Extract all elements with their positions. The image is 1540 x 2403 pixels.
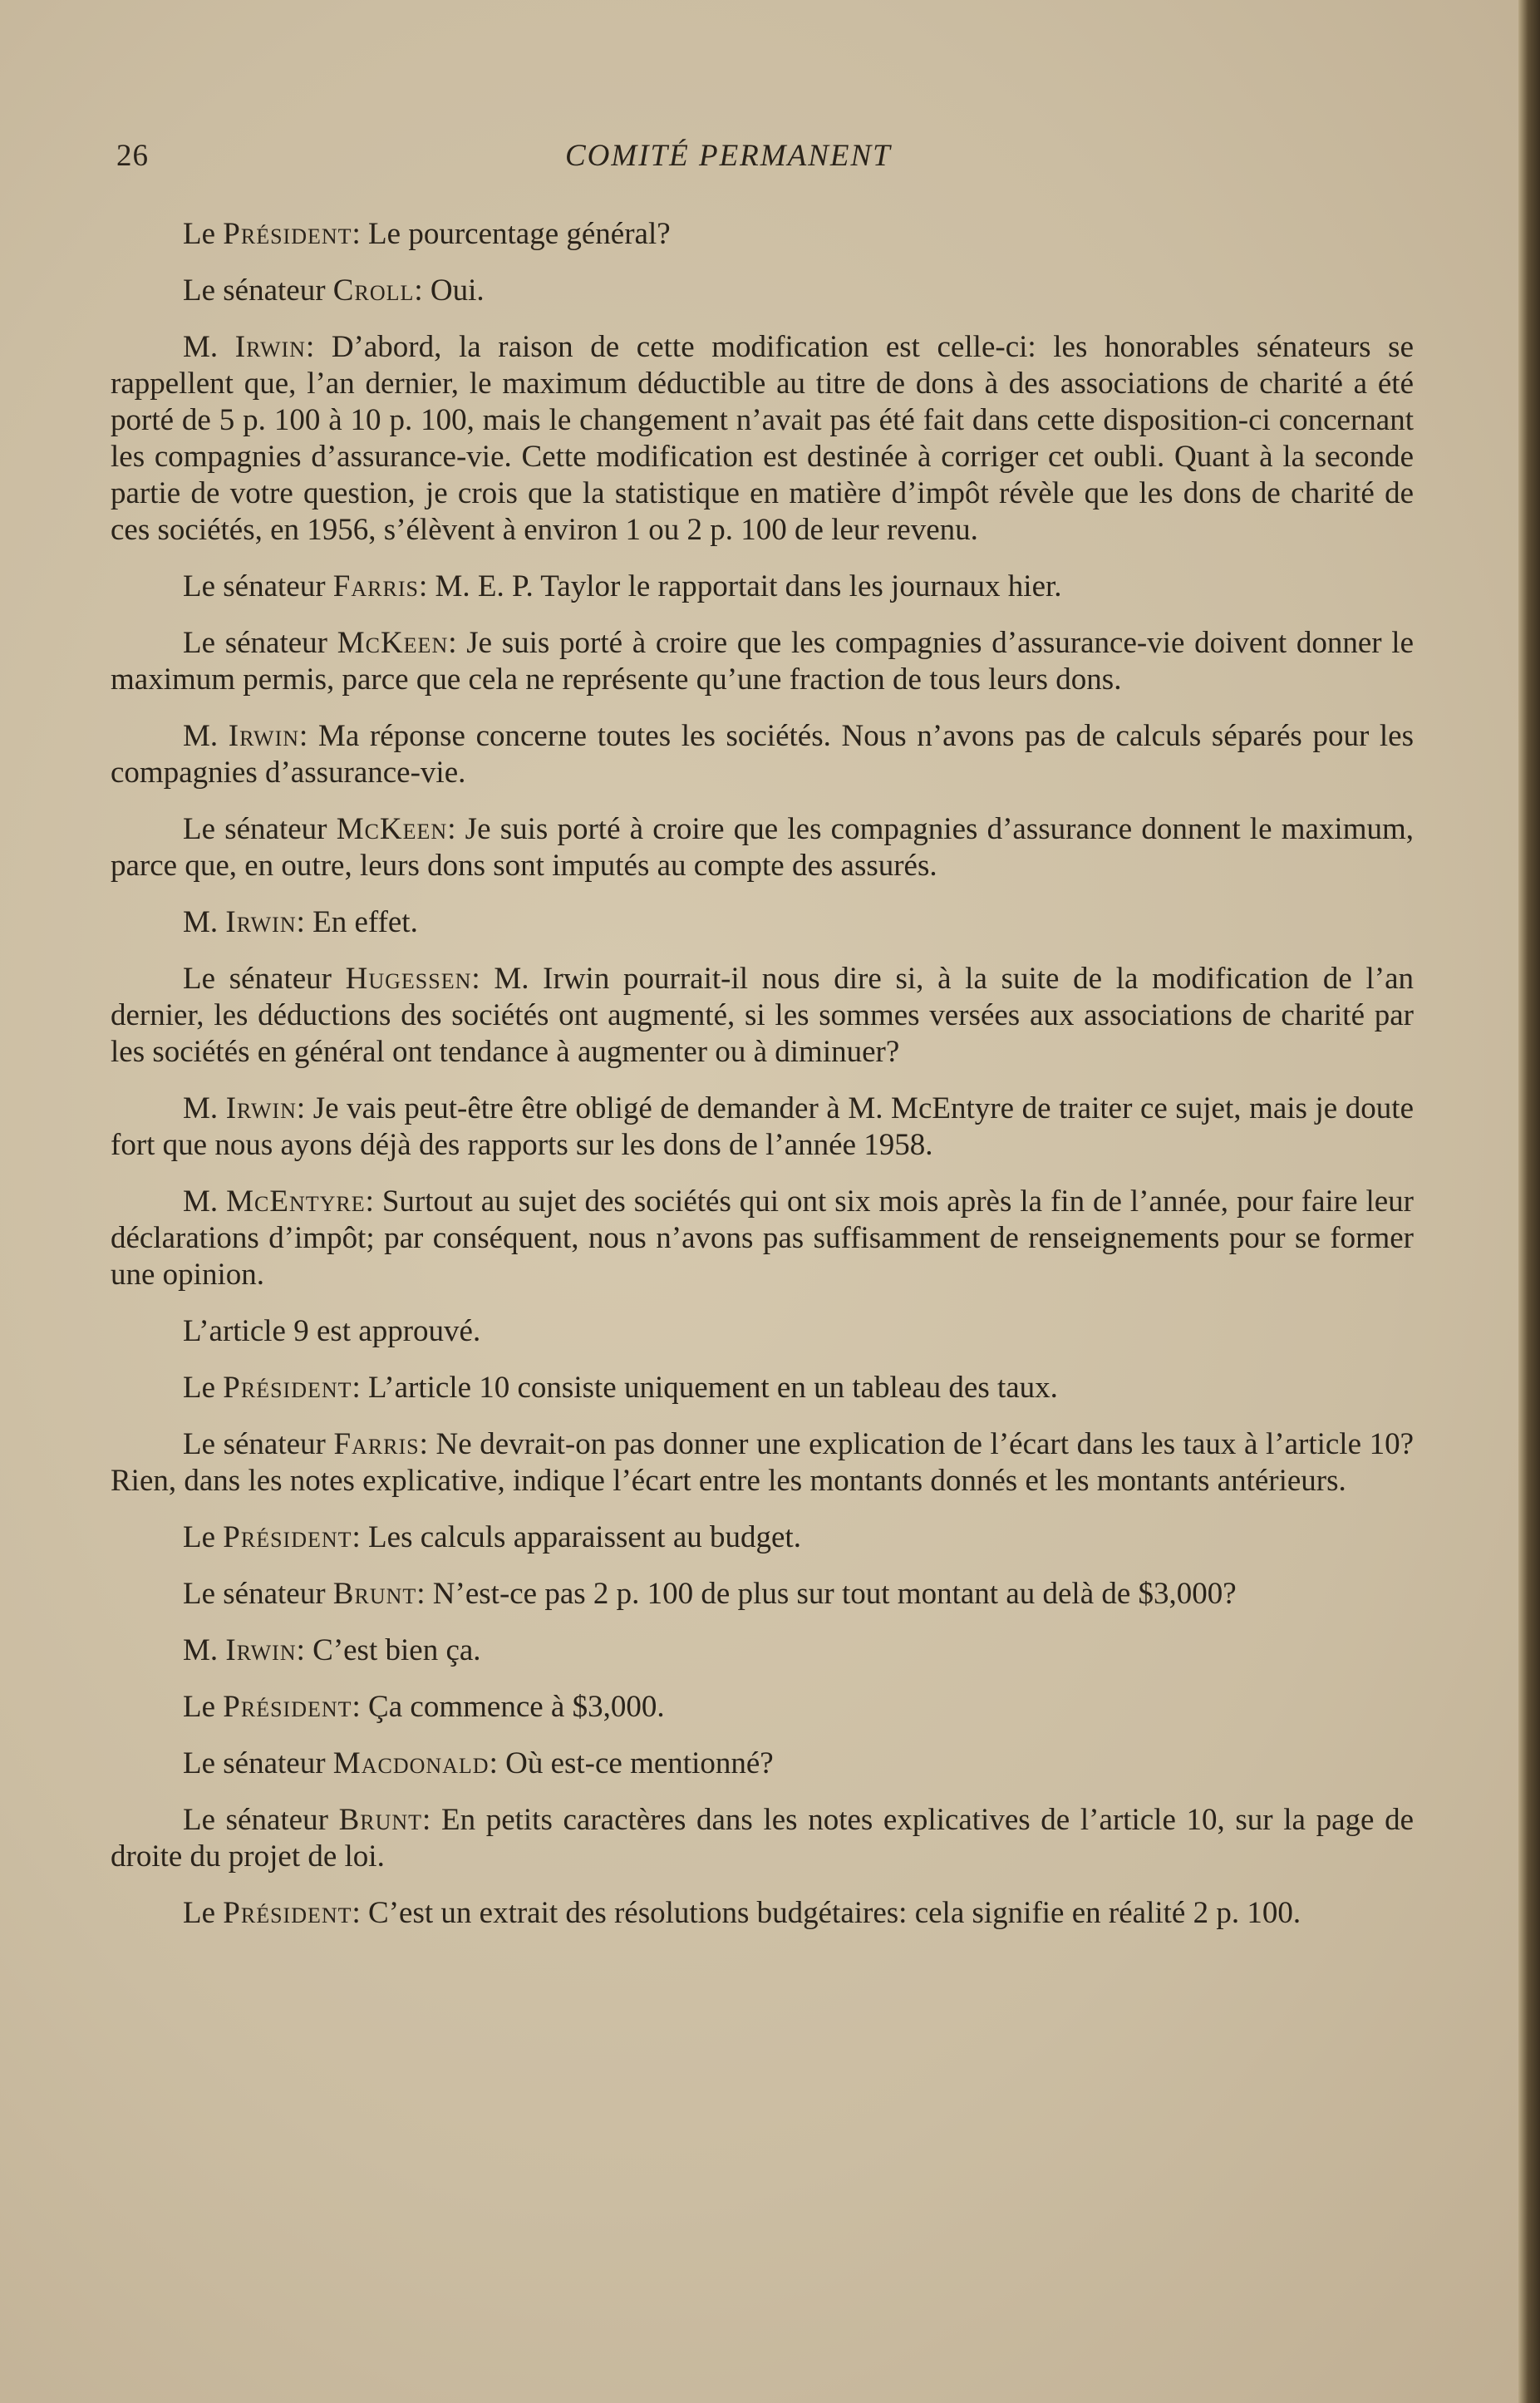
paragraph bbox=[111, 1802, 1414, 1875]
speaker-prefix: Le sénateur bbox=[183, 1746, 333, 1780]
paragraph bbox=[111, 1632, 1414, 1669]
paragraph-text: : Je vais peut-être être obligé de demander à M. McEntyre de traiter ce sujet, mais je doute fort que nous ayons déjà des rapports sur les dons de l’année 1958. bbox=[111, 1091, 1414, 1162]
speaker-name: Président bbox=[223, 1371, 352, 1405]
paragraph-text: : Ma réponse concerne toutes les sociétés. Nous n’avons pas de calculs séparés pour les compagnies d’assurance-vie. bbox=[111, 719, 1414, 790]
speaker-name: Président bbox=[223, 1896, 352, 1930]
speaker-prefix: M. bbox=[183, 1091, 226, 1125]
speaker-prefix: M. bbox=[183, 1633, 226, 1667]
speaker-name: McKeen bbox=[337, 626, 449, 660]
speaker-name: Irwin bbox=[234, 330, 306, 364]
paragraph-text: : Les calculs apparaissent au budget. bbox=[352, 1520, 801, 1554]
paragraph-text: L’article 9 est approuvé. bbox=[183, 1314, 481, 1348]
paragraph bbox=[111, 811, 1414, 884]
paragraph bbox=[111, 329, 1414, 549]
paragraph-text: : C’est bien ça. bbox=[296, 1633, 481, 1667]
speaker-name: Macdonald bbox=[332, 1746, 490, 1780]
paragraph bbox=[111, 1746, 1414, 1782]
paragraph-text: : En effet. bbox=[296, 905, 418, 939]
paragraph-text: : D’abord, la raison de cette modification est celle-ci: les honorables sénateurs se rappellent que, l’an dernier, le maximum déductible au titre de dons à des associations de charité a été porté de 5 p. 100 à 10 p. 100, mais le changement n’avait pas été fait dans cette disposition-ci concernant les compagnies d’assurance-vie. Cette modification est destinée à corriger cet oubli. Quant à la seconde partie de votre question, je crois que la statistique en matière d’impôt révèle que les dons de charité de ces sociétés, en 1956, s’élèvent à environ 1 ou 2 p. 100 de leur revenu. bbox=[111, 330, 1414, 547]
paragraph-text: : Je suis porté à croire que les compagnies d’assurance-vie doivent donner le maximum permis, parce que cela ne représente qu’une fraction de tous leurs dons. bbox=[111, 626, 1414, 697]
paragraph bbox=[111, 1519, 1414, 1556]
speaker-prefix: Le sénateur bbox=[183, 1577, 333, 1611]
paragraph-text: : Je suis porté à croire que les compagnies d’assurance donnent le maximum, parce que, en outre, leurs dons sont imputés au compte des assurés. bbox=[111, 812, 1414, 883]
paragraph bbox=[111, 718, 1414, 791]
paragraph-text: : L’article 10 consiste uniquement en un tableau des taux. bbox=[352, 1371, 1058, 1405]
page-header bbox=[116, 138, 1413, 188]
speaker-name: Brunt bbox=[332, 1577, 417, 1611]
paragraph-text: : C’est un extrait des résolutions budgétaires: cela signifie en réalité 2 p. 100. bbox=[352, 1896, 1301, 1930]
speaker-name: Président bbox=[223, 217, 352, 251]
speaker-name: Irwin bbox=[225, 905, 297, 939]
speaker-name: Président bbox=[223, 1520, 352, 1554]
running-head: COMITÉ PERMANENT bbox=[565, 139, 892, 173]
speaker-name: McEntyre bbox=[226, 1184, 366, 1219]
paragraph bbox=[111, 961, 1414, 1071]
speaker-prefix: M. bbox=[183, 905, 226, 939]
paragraph bbox=[111, 1313, 1414, 1350]
transcript-body bbox=[111, 216, 1414, 1952]
paragraph bbox=[111, 569, 1414, 605]
speaker-prefix: Le bbox=[183, 1690, 224, 1724]
speaker-name: Hugessen bbox=[345, 962, 472, 996]
paragraph bbox=[111, 1895, 1414, 1932]
speaker-prefix: Le sénateur bbox=[183, 569, 333, 603]
paragraph-text: : Ça commence à $3,000. bbox=[352, 1690, 665, 1724]
paragraph bbox=[111, 904, 1414, 941]
speaker-prefix: Le sénateur bbox=[183, 1803, 339, 1837]
speaker-name: Irwin bbox=[225, 1633, 297, 1667]
paragraph bbox=[111, 1426, 1414, 1499]
speaker-prefix: Le bbox=[183, 1896, 224, 1930]
speaker-prefix: Le sénateur bbox=[183, 1427, 334, 1461]
page-edge bbox=[1518, 0, 1540, 2403]
paragraph-text: : Le pourcentage général? bbox=[352, 217, 671, 251]
speaker-prefix: Le sénateur bbox=[183, 626, 337, 660]
speaker-name: Irwin bbox=[228, 719, 299, 753]
speaker-name: McKeen bbox=[336, 812, 448, 846]
paragraph bbox=[111, 1689, 1414, 1726]
speaker-prefix: M. bbox=[183, 330, 235, 364]
speaker-name: Irwin bbox=[225, 1091, 297, 1125]
paragraph bbox=[111, 273, 1414, 309]
paragraph bbox=[111, 625, 1414, 698]
paragraph bbox=[111, 216, 1414, 253]
speaker-prefix: Le sénateur bbox=[183, 812, 337, 846]
speaker-prefix: Le bbox=[183, 217, 224, 251]
paragraph-text: : Où est-ce mentionné? bbox=[489, 1746, 774, 1780]
speaker-name: Farris bbox=[333, 1427, 420, 1461]
speaker-prefix: M. bbox=[183, 1184, 227, 1219]
paragraph bbox=[111, 1576, 1414, 1613]
speaker-prefix: Le sénateur bbox=[183, 962, 346, 996]
page-number: 26 bbox=[116, 139, 149, 173]
paragraph bbox=[111, 1184, 1414, 1293]
paragraph-text: : M. E. P. Taylor le rapportait dans les journaux hier. bbox=[418, 569, 1062, 603]
paragraph-text: : Surtout au sujet des sociétés qui ont six mois après la fin de l’année, pour faire leur déclarations d’impôt; par conséquent, nous n’avons pas suffisamment de renseignements pour se former une opinion. bbox=[111, 1184, 1414, 1292]
paragraph bbox=[111, 1091, 1414, 1164]
paragraph bbox=[111, 1370, 1414, 1406]
speaker-prefix: Le bbox=[183, 1520, 224, 1554]
paragraph-text: : Oui. bbox=[414, 273, 485, 308]
speaker-prefix: Le bbox=[183, 1371, 224, 1405]
speaker-name: Président bbox=[223, 1690, 352, 1724]
speaker-name: Farris bbox=[332, 569, 419, 603]
speaker-name: Croll bbox=[332, 273, 415, 308]
paragraph-text: : Ne devrait-on pas donner une explication de l’écart dans les taux à l’article 10? Rien, dans les notes explicative, indique l’écart entre les montants donnés et les montants antérieurs. bbox=[111, 1427, 1415, 1498]
paragraph-text: : N’est-ce pas 2 p. 100 de plus sur tout montant au delà de $3,000? bbox=[416, 1577, 1237, 1611]
speaker-prefix: M. bbox=[183, 719, 229, 753]
paragraph-text: : En petits caractères dans les notes explicatives de l’article 10, sur la page de droite du projet de loi. bbox=[111, 1803, 1414, 1874]
paragraph-text: : M. Irwin pourrait-il nous dire si, à la suite de la modification de l’an dernier, les déductions des sociétés ont augmenté, si les sommes versées aux associations de charité par les sociétés en général ont tendance à augmenter ou à diminuer? bbox=[111, 962, 1414, 1069]
speaker-name: Brunt bbox=[338, 1803, 423, 1837]
speaker-prefix: Le sénateur bbox=[183, 273, 333, 308]
